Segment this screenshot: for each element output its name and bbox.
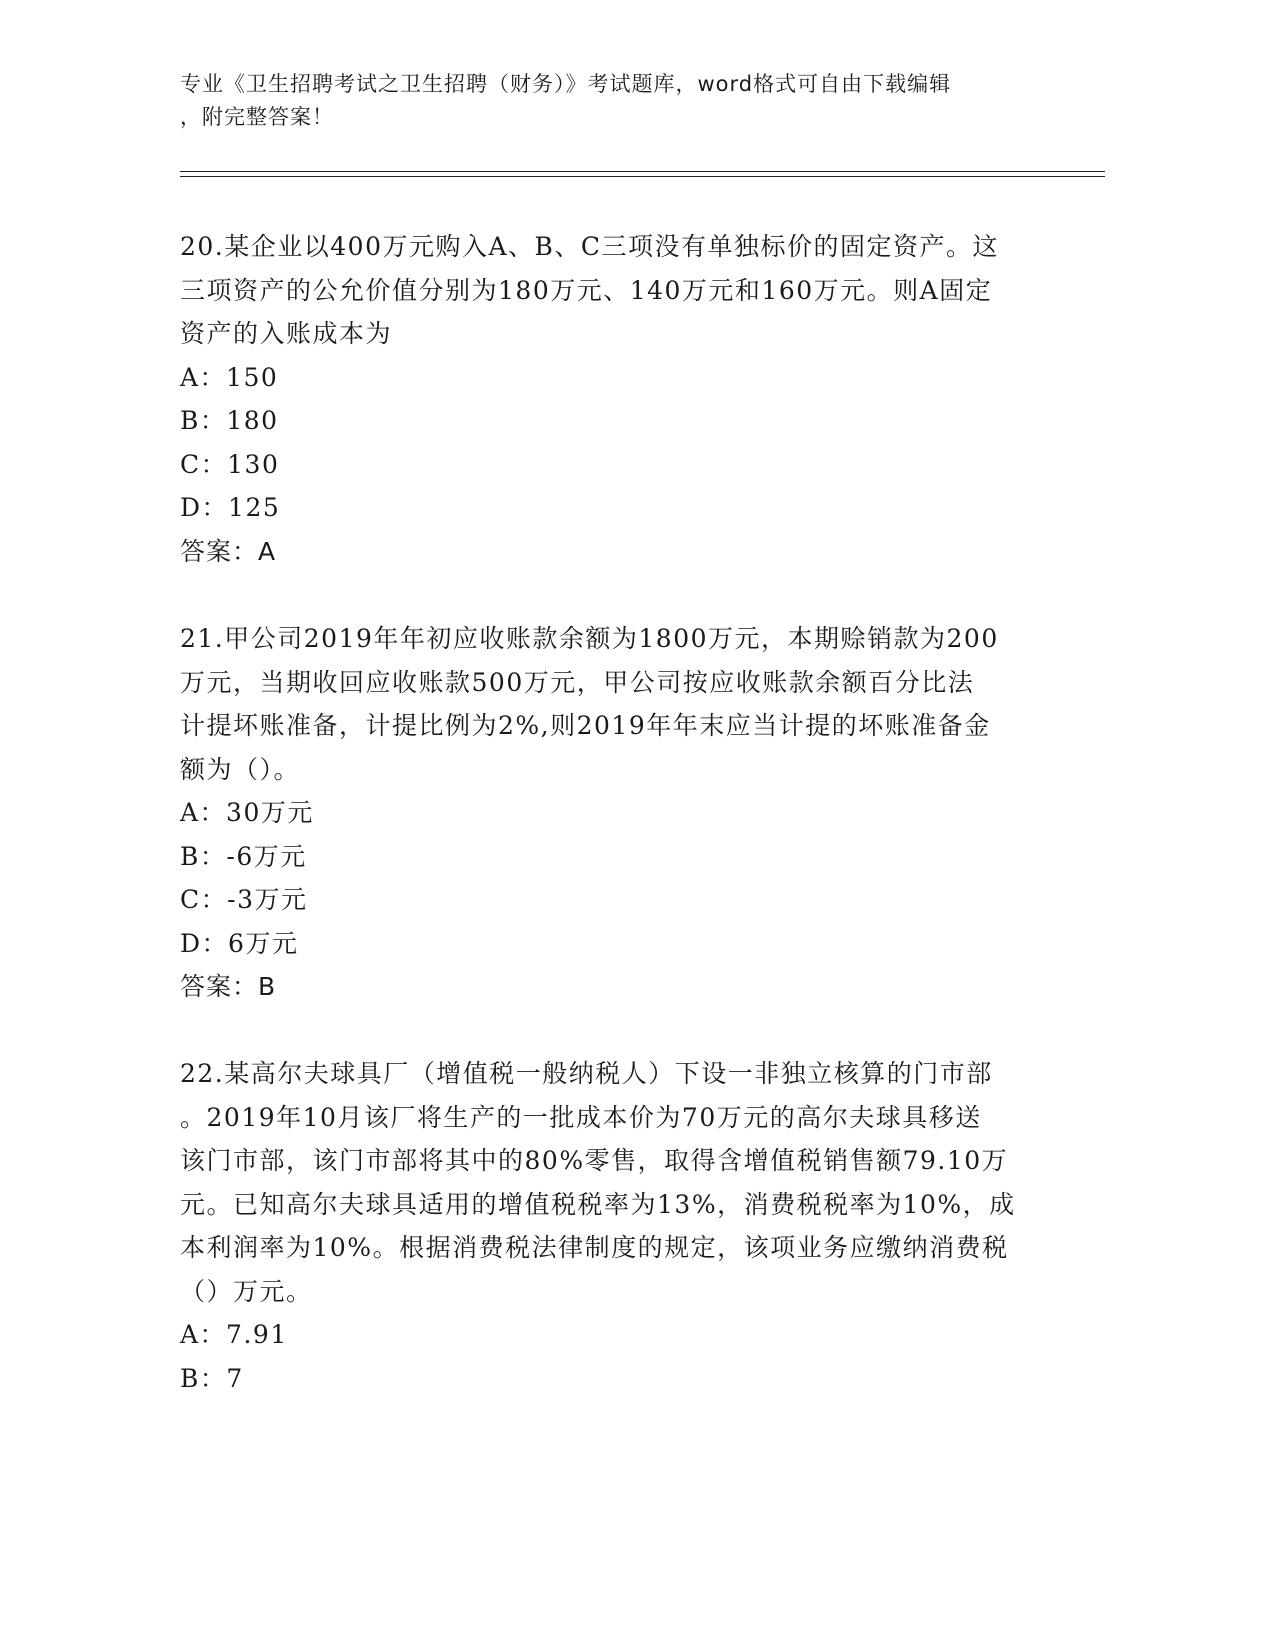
document-header — [180, 68, 1060, 134]
answer: 答案：B — [180, 972, 277, 1001]
option-a: A：30万元 — [180, 798, 314, 827]
header-divider-bottom — [180, 176, 1105, 177]
question-text-line: 该门市部，该门市部将其中的80%零售，取得含增值税销售额79.10万 — [180, 1146, 1009, 1175]
option-d: D：6万元 — [180, 928, 299, 958]
header-line-1: 专业《卫生招聘考试之卫生招聘（财务）》考试题库，word格式可自由下载编辑 — [180, 72, 952, 96]
option-c: C：130 — [180, 449, 280, 479]
option-d: D：125 — [180, 493, 281, 522]
question-text-line: 资产的入账成本为 — [180, 319, 393, 348]
question-20 — [180, 225, 1040, 573]
question-text-line: 三项资产的公允价值分别为180万元、140万元和160万元。则A固定 — [180, 275, 993, 305]
question-21 — [180, 617, 1040, 1009]
question-text-line: 。2019年10月该厂将生产的一批成本价为70万元的高尔夫球具移送 — [180, 1102, 982, 1132]
header-line-2: ，附完整答案！ — [180, 105, 334, 129]
question-text-line: 额为（）。 — [180, 754, 301, 784]
question-text-line: 万元，当期收回应收账款500万元，甲公司按应收账款余额百分比法 — [180, 667, 975, 697]
option-c: C：-3万元 — [180, 885, 308, 914]
question-text-line: 计提坏账准备，计提比例为2%,则2019年年末应当计提的坏账准备金 — [180, 711, 991, 740]
question-text-line: 20.某企业以400万元购入A、B、C三项没有单独标价的固定资产。这 — [180, 232, 1000, 261]
option-a: A：150 — [180, 362, 279, 392]
option-b: B：180 — [180, 406, 279, 435]
option-b: B：7 — [180, 1363, 244, 1393]
option-a: A：7.91 — [180, 1320, 288, 1349]
question-text-line: 元。已知高尔夫球具适用的增值税税率为13%，消费税税率为10%，成 — [180, 1189, 1016, 1219]
question-text-line: 21.甲公司2019年年初应收账款余额为1800万元，本期赊销款为200 — [180, 624, 999, 653]
question-text-line: 本利润率为10%。根据消费税法律制度的规定，该项业务应缴纳消费税 — [180, 1233, 1009, 1262]
question-text-line: （）万元。 — [180, 1276, 313, 1306]
header-divider-top — [180, 171, 1105, 172]
question-text-line: 22.某高尔夫球具厂（增值税一般纳税人）下设一非独立核算的门市部 — [180, 1059, 993, 1088]
option-b: B：-6万元 — [180, 841, 307, 871]
answer: 答案：A — [180, 536, 277, 566]
question-22 — [180, 1052, 1040, 1400]
